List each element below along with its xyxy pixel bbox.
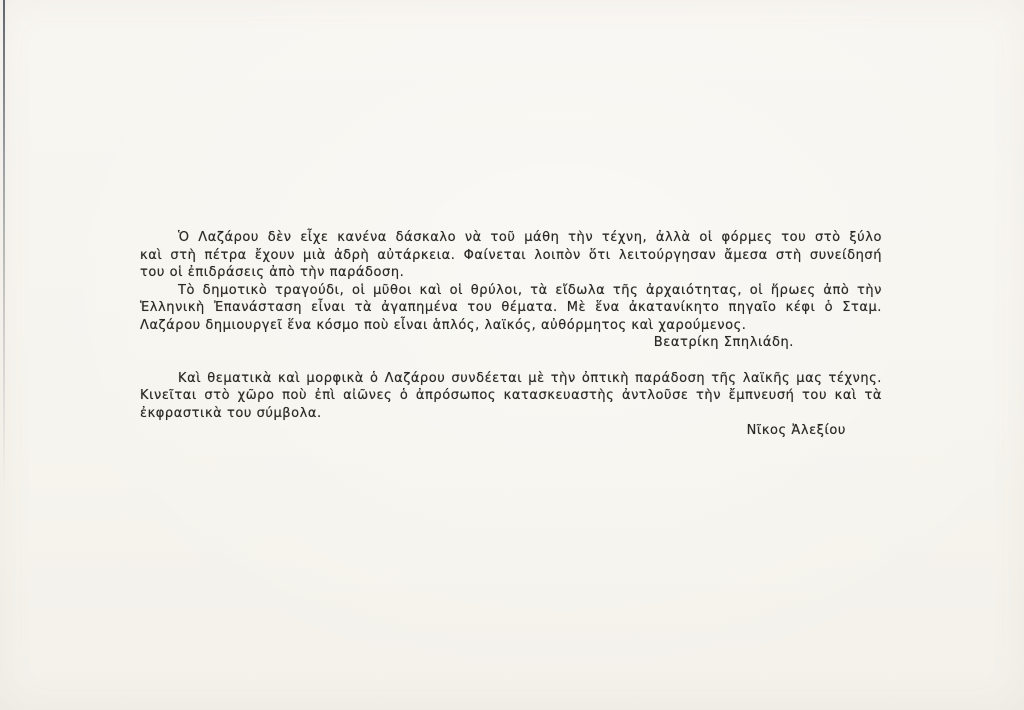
- paragraph-1-line-3: του οἱ ἐπιδράσεις ἀπὸ τὴν παράδοση.: [140, 265, 405, 280]
- paragraph-2: [140, 282, 882, 352]
- paragraph-1-line-1: Ὁ Λαζάρου δὲν εἶχε κανένα δάσκαλο νὰ τοῦ μάθη τὴν τέχνη, ἀλλὰ οἱ φόρμες του στὸ ξύλο: [178, 230, 882, 245]
- paragraph-3: [140, 370, 882, 440]
- paragraph-3-line-2: Κινεῖται στὸ χῶρο ποὺ ἐπὶ αἰῶνες ὁ ἀπρόσωπος κατασκευαστὴς ἀντλοῦσε τὴν ἔμπνευσή του καὶ τὰ: [140, 388, 882, 403]
- paragraph-spacer: [140, 352, 882, 370]
- attribution-alexiou: Νῖκος Ἀλεξίου: [746, 423, 846, 438]
- paragraph-1-line-2: καὶ στὴ πέτρα ἔχουν μιὰ ἀδρὴ αὐτάρκεια. Φαίνεται λοιπὸν ὅτι λειτούργησαν ἄμεσα στὴ συνείδησή: [140, 247, 882, 263]
- paragraph-2-line-3: Λαζάρου δημιουργεῖ ἕνα κόσμο ποὺ εἶναι ἁπλός, λαϊκός, αὐθόρμητος καὶ χαρούμενος.: [140, 317, 747, 333]
- text-block: [140, 229, 882, 440]
- attribution-spiliadi: Βεατρίκη Σπηλιάδη.: [653, 335, 794, 350]
- paragraph-2-line-1: Τὸ δημοτικὸ τραγούδι, οἱ μῦθοι καὶ οἱ θρύλοι, τὰ εἴδωλα τῆς ἀρχαιότητας, οἱ ἥρωες ἀπὸ τὴν: [178, 282, 882, 298]
- paragraph-1: [140, 229, 882, 282]
- paragraph-2-line-2: Ἑλληνικὴ Ἐπανάσταση εἶναι τὰ ἀγαπημένα του θέματα. Μὲ ἕνα ἀκατανίκητο πηγαῖο κέφι ὁ Σταμ.: [140, 300, 882, 315]
- scan-edge-artifact: [3, 0, 5, 490]
- paragraph-3-line-3: ἐκφραστικὰ του σύμβολα.: [140, 405, 322, 421]
- paragraph-3-line-1: Καὶ θεματικὰ καὶ μορφικὰ ὁ Λαζάρου συνδέεται μὲ τὴν ὀπτικὴ παράδοση τῆς λαϊκῆς μας τέχνης.: [178, 370, 882, 386]
